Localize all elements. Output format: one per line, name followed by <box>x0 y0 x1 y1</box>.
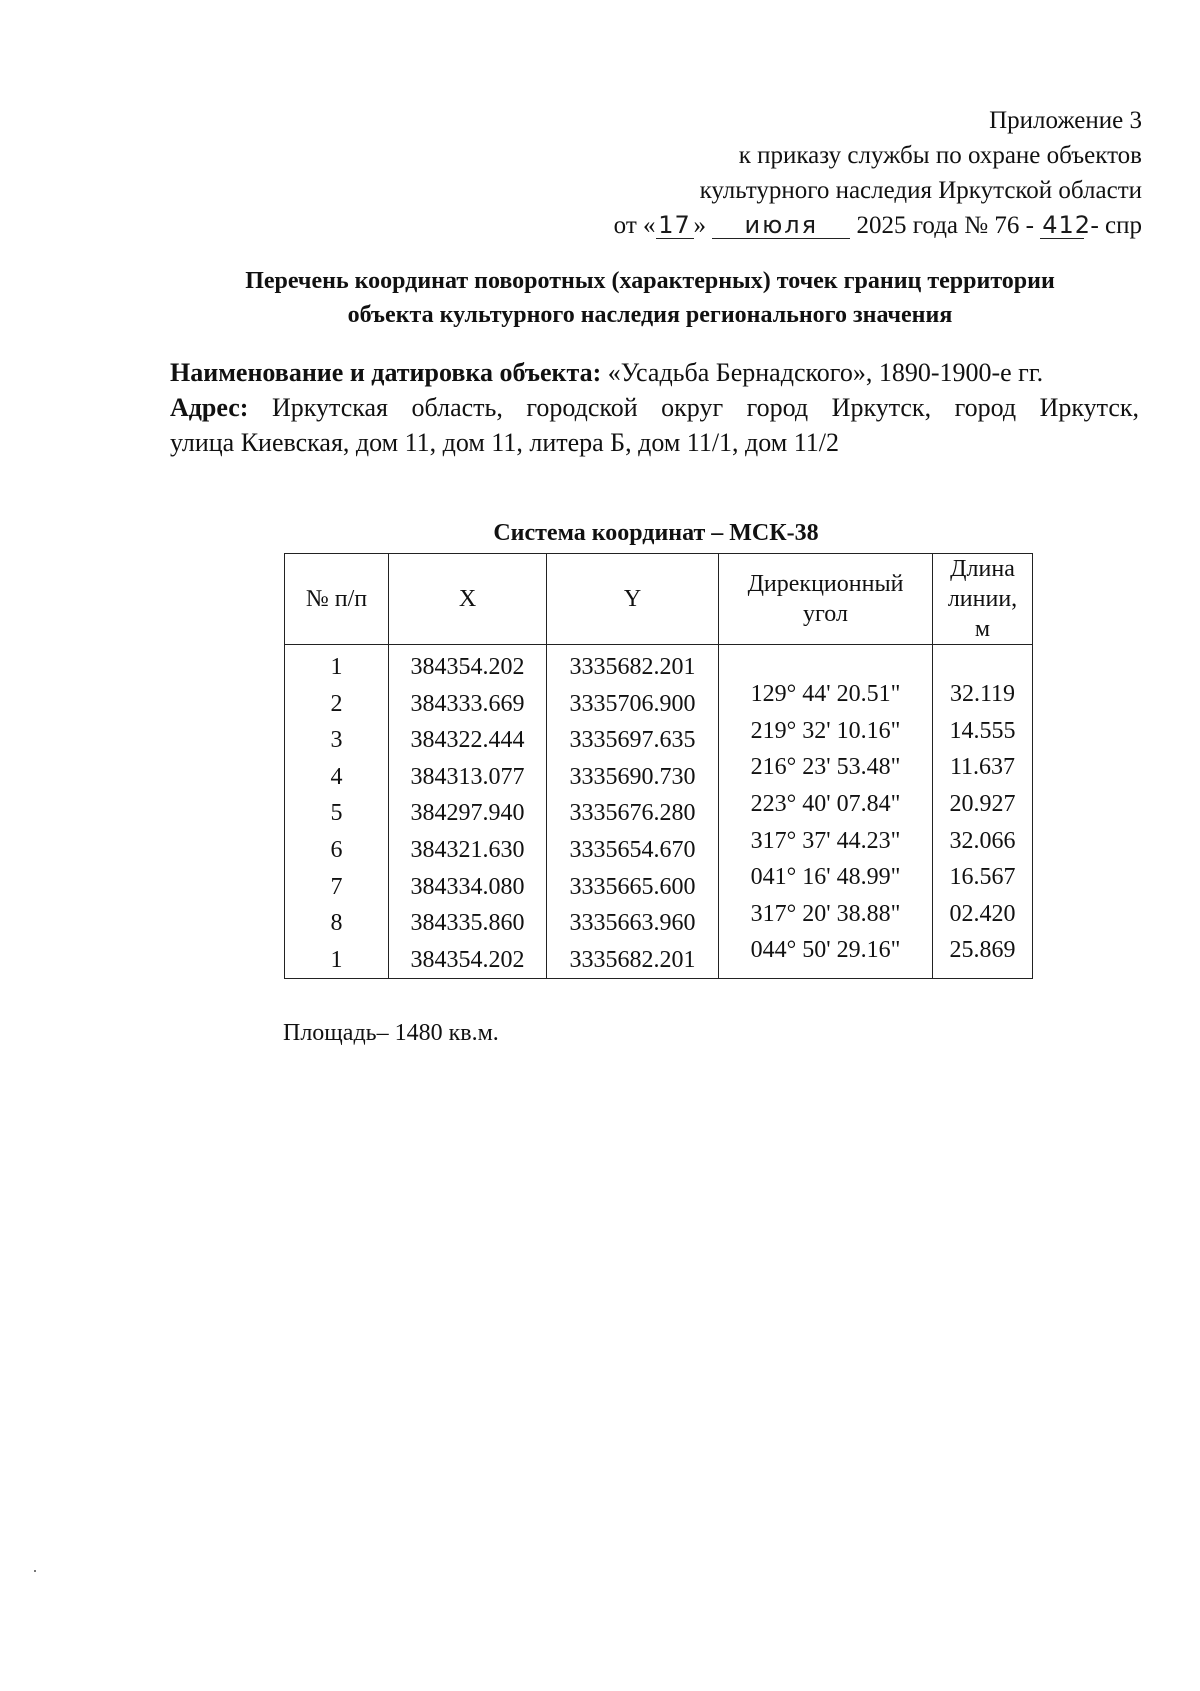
header-x: X <box>389 554 547 645</box>
direction-angle: 041° 16' 48.99" <box>750 864 901 891</box>
header-length-line-3: м <box>974 616 991 642</box>
point-number: 3 <box>330 727 343 754</box>
line-length: 16.567 <box>949 864 1016 891</box>
object-name-row <box>170 355 1139 390</box>
x-value: 384333.669 <box>410 690 525 717</box>
y-column <box>547 645 719 979</box>
direction-angle-column <box>719 645 933 979</box>
point-number-column <box>285 645 389 979</box>
x-value: 384335.860 <box>410 910 525 937</box>
order-suffix: - спр <box>1090 212 1142 239</box>
header-y: Y <box>547 554 719 645</box>
line-length: 32.119 <box>949 681 1016 708</box>
object-name-label: Наименование и датировка объекта: <box>170 358 602 387</box>
direction-angle: 219° 32' 10.16" <box>750 717 901 744</box>
handwritten-day: 17 <box>656 212 694 239</box>
object-name-value: «Усадьба Бернадского», 1890-1900-е гг. <box>607 358 1044 387</box>
point-number: 5 <box>330 800 343 827</box>
x-value: 384334.080 <box>410 873 525 900</box>
x-value: 384354.202 <box>410 654 525 680</box>
coordinate-system-caption: Система координат – МСК-38 <box>493 520 819 546</box>
line-length: 11.637 <box>949 754 1016 781</box>
y-value: 3335665.600 <box>569 873 696 900</box>
direction-angle: 223° 40' 07.84" <box>750 791 901 818</box>
date-prefix: от « <box>613 212 656 239</box>
authority-name-line: культурного наследия Иркутской области <box>699 177 1142 204</box>
appendix-header <box>442 103 1142 243</box>
table-header-row <box>285 554 1033 645</box>
document-title <box>160 264 1140 332</box>
title-line-1: Перечень координат поворотных (характерных) точек границ территории <box>245 268 1055 294</box>
header-length-line-1: Длина <box>950 556 1015 582</box>
point-number: 6 <box>330 836 343 863</box>
y-value: 3335706.900 <box>569 690 696 717</box>
direction-angle: 044° 50' 29.16" <box>750 937 901 964</box>
y-value: 3335682.201 <box>569 946 696 973</box>
line-length: 14.555 <box>949 717 1016 744</box>
address-line-1: Иркутская область, городской округ город Иркутск, город Иркутск, <box>271 393 1140 422</box>
point-number: 1 <box>330 654 343 680</box>
x-column <box>389 645 547 979</box>
order-reference-line: к приказу службы по охране объектов <box>738 142 1142 169</box>
object-info <box>170 355 1139 460</box>
x-value: 384322.444 <box>410 727 525 754</box>
header-angle-line-2: угол <box>803 601 848 627</box>
direction-angle: 317° 37' 44.23" <box>750 827 901 854</box>
y-value-list <box>547 645 718 978</box>
x-value: 384321.630 <box>410 836 525 863</box>
header-direction-angle <box>719 554 933 645</box>
point-number-list <box>285 645 388 978</box>
address-row <box>170 390 1139 425</box>
x-value: 384297.940 <box>410 800 525 827</box>
y-value: 3335676.280 <box>569 800 696 827</box>
line-length: 32.066 <box>949 827 1016 854</box>
x-value: 384354.202 <box>410 946 525 973</box>
address-label: Адрес: <box>170 393 249 422</box>
line-length-list <box>933 654 1032 969</box>
direction-angle: 317° 20' 38.88" <box>750 900 901 927</box>
y-value: 3335654.670 <box>569 836 696 863</box>
direction-angle: 129° 44' 20.51" <box>750 681 901 708</box>
order-date-line <box>442 208 1142 243</box>
x-value: 384313.077 <box>410 763 525 790</box>
header-line-length <box>933 554 1033 645</box>
table-body-row <box>285 645 1033 979</box>
address-continuation: улица Киевская, дом 11, дом 11, литера Б, дом 11/1, дом 11/2 <box>170 428 839 457</box>
y-value: 3335663.960 <box>569 910 696 937</box>
point-number: 1 <box>330 946 343 973</box>
header-length-line-2: линии, <box>947 586 1018 612</box>
line-length: 25.869 <box>949 937 1016 964</box>
line-length: 20.927 <box>949 791 1016 818</box>
point-number: 8 <box>330 910 343 937</box>
header-point-number: № п/п <box>285 554 389 645</box>
scan-speck <box>34 1570 36 1572</box>
point-number: 2 <box>330 690 343 717</box>
y-value: 3335682.201 <box>569 654 696 680</box>
direction-angle: 216° 23' 53.48" <box>750 754 901 781</box>
y-value: 3335697.635 <box>569 727 696 754</box>
point-number: 4 <box>330 763 343 790</box>
line-length: 02.420 <box>949 900 1016 927</box>
date-quote-close: » <box>693 212 707 239</box>
area-text: Площадь– 1480 кв.м. <box>283 1020 499 1046</box>
point-number: 7 <box>330 873 343 900</box>
coordinates-table <box>284 553 1033 979</box>
header-angle-line-1: Дирекционный <box>747 571 904 597</box>
handwritten-month: июля <box>712 212 850 239</box>
line-length-column <box>933 645 1033 979</box>
title-line-2: объекта культурного наследия регионального значения <box>347 302 953 328</box>
year-and-number: 2025 года № 76 - <box>856 212 1034 239</box>
handwritten-order-number: 412 <box>1042 211 1091 239</box>
x-value-list <box>389 645 546 978</box>
appendix-number: Приложение 3 <box>989 107 1142 134</box>
y-value: 3335690.730 <box>569 763 696 790</box>
direction-angle-list <box>719 654 932 969</box>
